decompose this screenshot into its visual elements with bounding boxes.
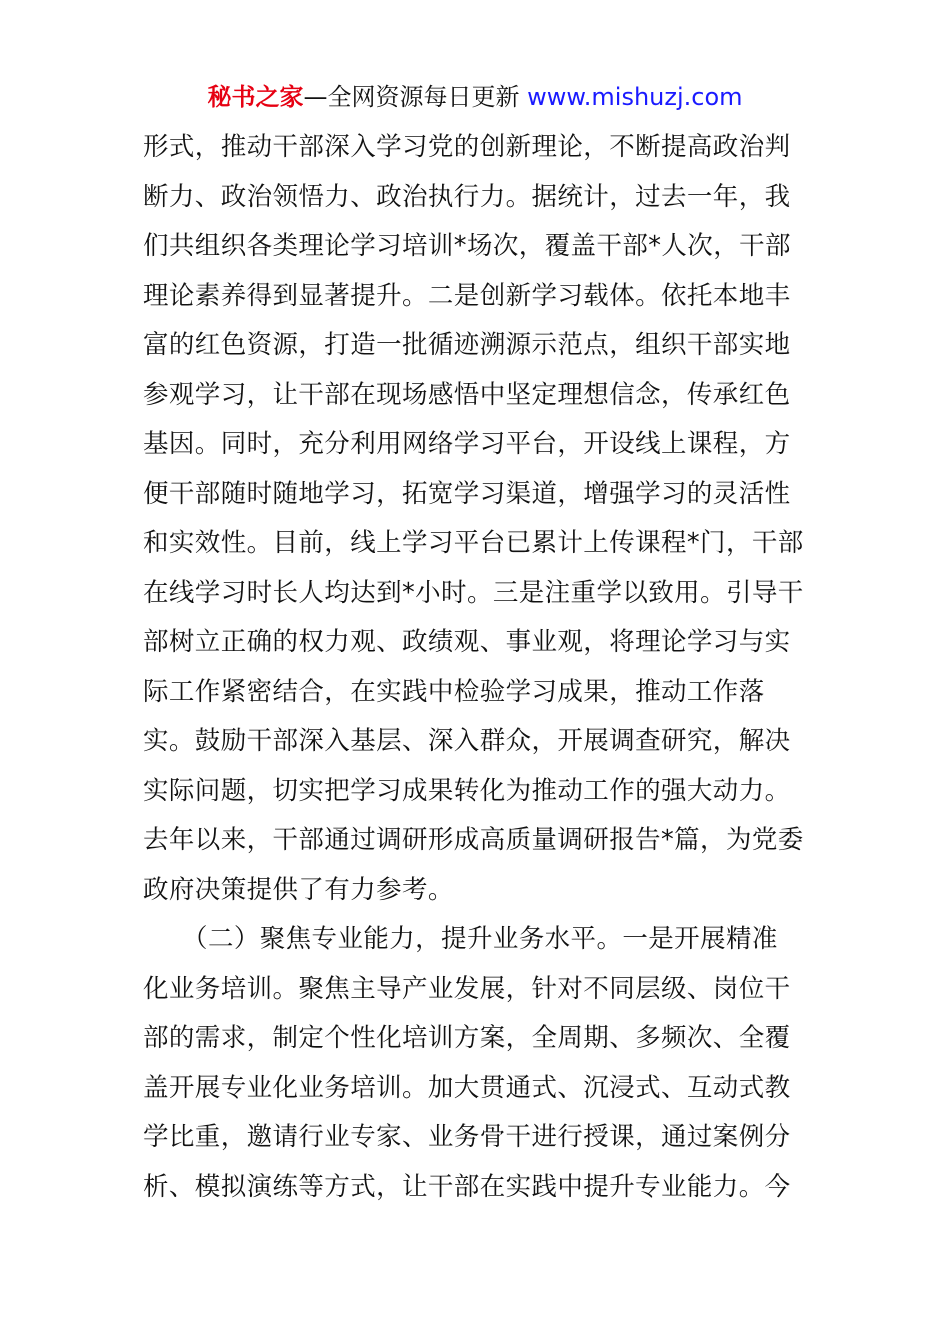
site-url-link[interactable]: www.mishuzj.com bbox=[527, 83, 743, 111]
text-line: 和实效性。目前，线上学习平台已累计上传课程*门，干部 bbox=[143, 528, 804, 558]
text-line: 形式，推动干部深入学习党的创新理论，不断提高政治判 bbox=[143, 132, 791, 162]
header-tagline: —全网资源每日更新 bbox=[303, 83, 528, 111]
text-line: 参观学习，让干部在现场感悟中坚定理想信念，传承红色 bbox=[143, 379, 791, 410]
text-line: 部的需求，制定个性化培训方案，全周期、多频次、全覆 bbox=[143, 1023, 791, 1053]
brand-name: 秘书之家 bbox=[207, 83, 304, 111]
document-body bbox=[143, 123, 823, 1212]
section-heading-line: （二）聚焦专业能力，提升业务水平。一是开展精准 bbox=[143, 924, 778, 954]
text-line: 盖开展专业化业务培训。加大贯通式、沉浸式、互动式教 bbox=[143, 1072, 791, 1103]
text-line: 在线学习时长人均达到*小时。三是注重学以致用。引导干 bbox=[143, 577, 804, 608]
text-line: 实。鼓励干部深入基层、深入群众，开展调查研究，解决 bbox=[143, 726, 791, 756]
text-line: 基因。同时，充分利用网络学习平台，开设线上课程，方 bbox=[143, 429, 791, 459]
text-line: 际工作紧密结合，在实践中检验学习成果，推动工作落 bbox=[143, 676, 765, 707]
site-header bbox=[0, 80, 950, 114]
text-line: 去年以来，干部通过调研形成高质量调研报告*篇，为党委 bbox=[143, 825, 804, 855]
text-line: 理论素养得到显著提升。二是创新学习载体。依托本地丰 bbox=[143, 280, 791, 311]
text-line: 析、模拟演练等方式，让干部在实践中提升专业能力。今 bbox=[143, 1171, 791, 1202]
text-line: 断力、政治领悟力、政治执行力。据统计，过去一年，我 bbox=[143, 181, 791, 212]
text-line: 政府决策提供了有力参考。 bbox=[143, 874, 454, 905]
text-line: 们共组织各类理论学习培训*场次，覆盖干部*人次，干部 bbox=[143, 231, 791, 261]
text-line: 学比重，邀请行业专家、业务骨干进行授课，通过案例分 bbox=[143, 1122, 791, 1152]
text-line: 便干部随时随地学习，拓宽学习渠道，增强学习的灵活性 bbox=[143, 478, 791, 509]
text-line: 富的红色资源，打造一批循迹溯源示范点，组织干部实地 bbox=[143, 330, 791, 360]
text-line: 部树立正确的权力观、政绩观、事业观，将理论学习与实 bbox=[143, 627, 791, 657]
text-line: 化业务培训。聚焦主导产业发展，针对不同层级、岗位干 bbox=[143, 973, 791, 1004]
text-line: 实际问题，切实把学习成果转化为推动工作的强大动力。 bbox=[143, 775, 791, 806]
